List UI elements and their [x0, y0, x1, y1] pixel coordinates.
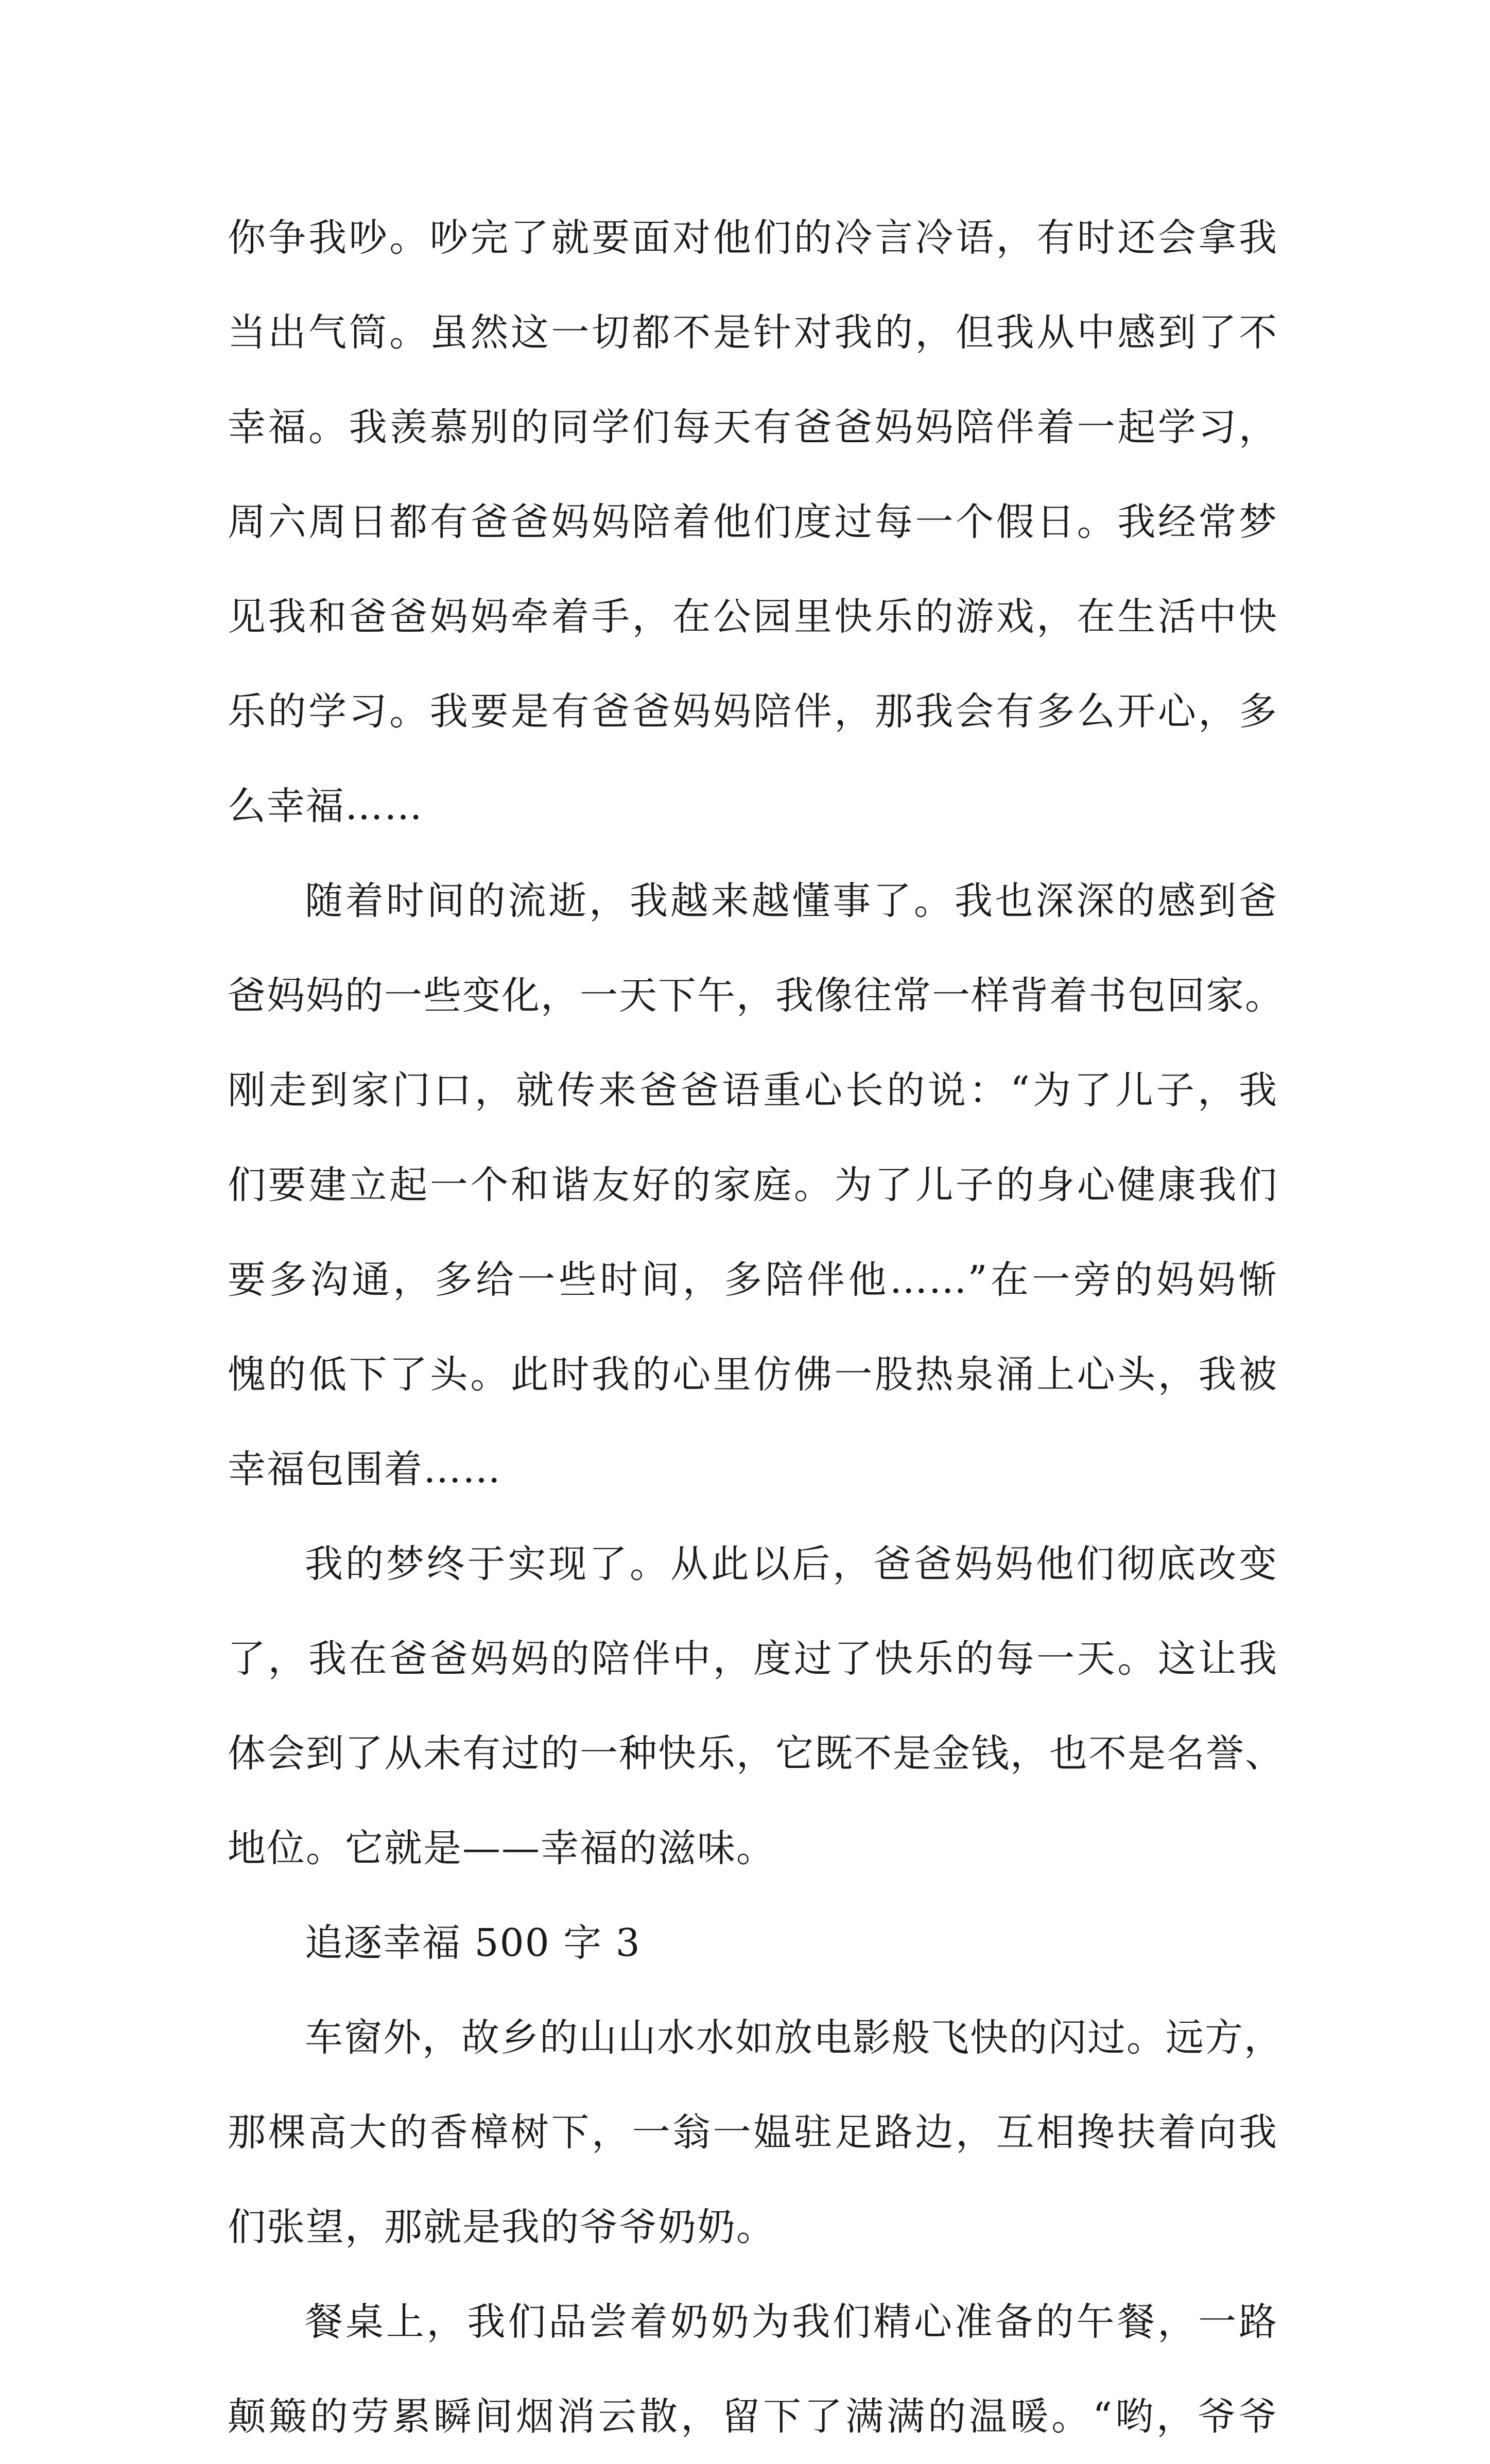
text-line: 体会到了从未有过的一种快乐，它既不是金钱，也不是名誉、 [228, 1731, 1284, 1776]
text-line: 乐的学习。我要是有爸爸妈妈陪伴，那我会有多么开心，多 [228, 689, 1278, 734]
text-line: 幸福。我羡慕别的同学们每天有爸爸妈妈陪伴着一起学习， [228, 405, 1278, 449]
text-line: 么幸福…… [228, 784, 423, 828]
paragraph-start-line: 随着时间的流逝，我越来越懂事了。我也深深的感到爸 [305, 879, 1278, 923]
text-line: 颠簸的劳累瞬间烟消云散，留下了满满的温暖。“哟，爷爷 [228, 2394, 1278, 2439]
paragraph-start-line: 我的梦终于实现了。从此以后，爸爸妈妈他们彻底改变 [305, 1542, 1278, 1586]
text-line: 们要建立起一个和谐友好的家庭。为了儿子的身心健康我们 [228, 1163, 1278, 1207]
text-line: 愧的低下了头。此时我的心里仿佛一股热泉涌上心头，我被 [228, 1352, 1278, 1397]
text-line: 当出气筒。虽然这一切都不是针对我的，但我从中感到了不 [228, 310, 1278, 355]
text-line: 你争我吵。吵完了就要面对他们的冷言冷语，有时还会拿我 [228, 216, 1278, 260]
text-line: 地位。它就是——幸福的滋味。 [228, 1826, 775, 1870]
paragraph-start-line: 餐桌上，我们品尝着奶奶为我们精心准备的午餐，一路 [305, 2300, 1278, 2344]
text-line: 刚走到家门口，就传来爸爸语重心长的说：“为了儿子，我 [228, 1068, 1278, 1113]
text-line: 了，我在爸爸妈妈的陪伴中，度过了快乐的每一天。这让我 [228, 1637, 1278, 1681]
text-line: 要多沟通，多给一些时间，多陪伴他……”在一旁的妈妈惭 [228, 1258, 1278, 1302]
text-line: 那棵高大的香樟树下，一翁一媪驻足路边，互相搀扶着向我 [228, 2110, 1278, 2155]
section-heading: 追逐幸福 500 字 3 [305, 1921, 641, 1965]
paragraph-start-line: 车窗外，故乡的山山水水如放电影般飞快的闪过。远方， [305, 2016, 1283, 2060]
text-line: 爸妈妈的一些变化，一天下午，我像往常一样背着书包回家。 [228, 974, 1284, 1018]
text-line: 周六周日都有爸爸妈妈陪着他们度过每一个假日。我经常梦 [228, 500, 1278, 544]
text-line: 幸福包围着…… [228, 1447, 501, 1491]
text-line: 见我和爸爸妈妈牵着手，在公园里快乐的游戏，在生活中快 [228, 595, 1278, 639]
text-line: 们张望，那就是我的爷爷奶奶。 [228, 2205, 775, 2249]
body-text [228, 190, 1284, 2464]
